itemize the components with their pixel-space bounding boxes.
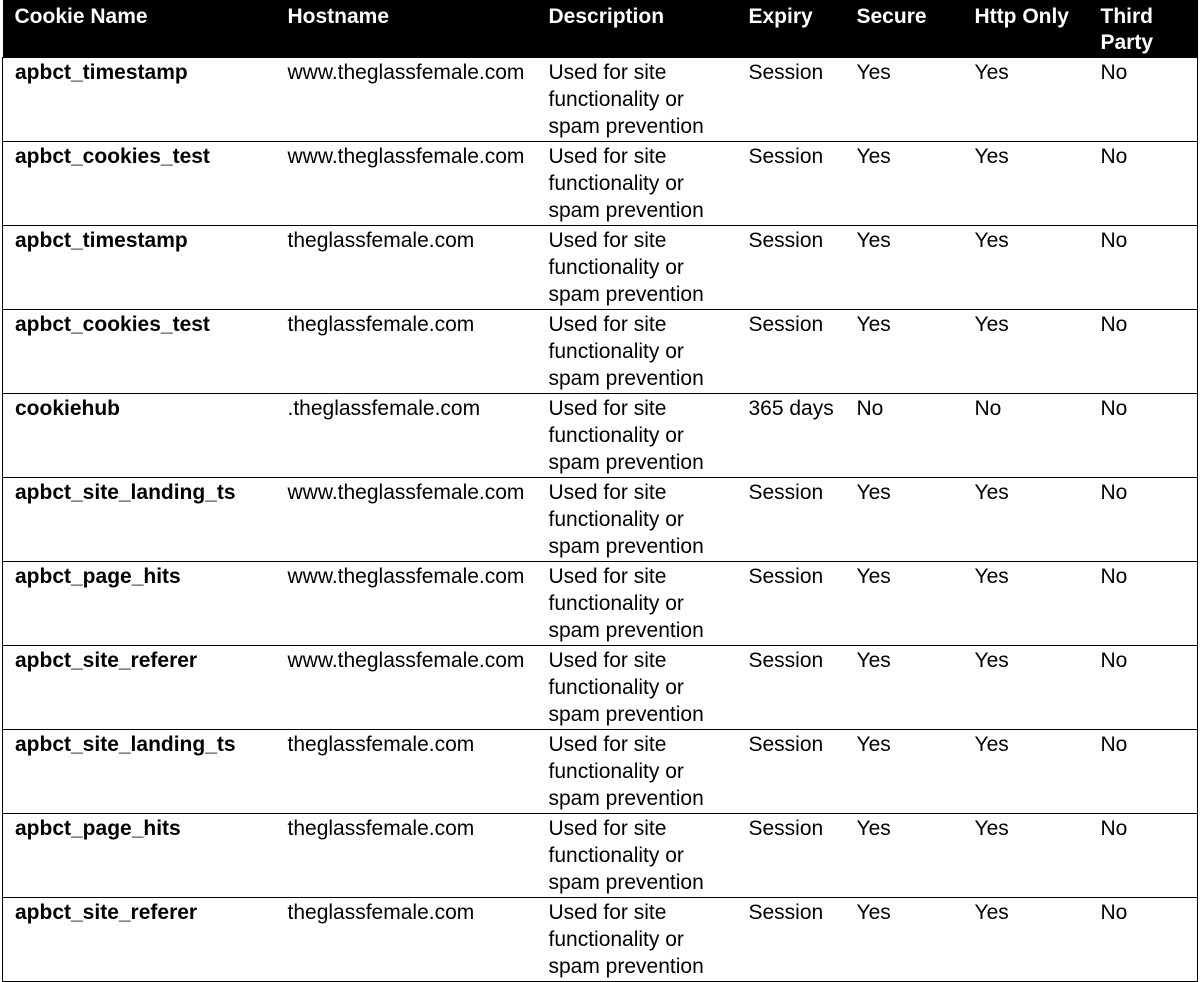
description-cell: Used for site functionality or spam prevention <box>537 729 737 813</box>
description-cell: Used for site functionality or spam prevention <box>537 813 737 897</box>
http-only-cell: Yes <box>963 225 1089 309</box>
description-cell: Used for site functionality or spam prevention <box>537 309 737 393</box>
cookie-name-cell: apbct_site_referer <box>3 645 276 729</box>
third-party-cell: No <box>1089 477 1198 561</box>
table-row <box>3 141 1198 225</box>
cookie-name-cell: apbct_site_landing_ts <box>3 477 276 561</box>
cookie-name-cell: cookiehub <box>3 393 276 477</box>
header-row <box>3 0 1198 57</box>
expiry-cell: Session <box>737 897 845 981</box>
hostname-cell: www.theglassfemale.com <box>276 477 537 561</box>
cookie-table <box>2 0 1198 982</box>
third-party-cell: No <box>1089 141 1198 225</box>
hostname-cell: www.theglassfemale.com <box>276 645 537 729</box>
table-row <box>3 561 1198 645</box>
table-row <box>3 309 1198 393</box>
expiry-cell: Session <box>737 561 845 645</box>
table-row <box>3 897 1198 981</box>
header-description: Description <box>548 5 665 28</box>
header-third-party: Third Party <box>1100 5 1154 54</box>
third-party-cell: No <box>1089 897 1198 981</box>
third-party-cell: No <box>1089 813 1198 897</box>
description-cell: Used for site functionality or spam prevention <box>537 561 737 645</box>
third-party-cell: No <box>1089 309 1198 393</box>
secure-cell: Yes <box>845 645 963 729</box>
secure-cell: Yes <box>845 141 963 225</box>
hostname-cell: www.theglassfemale.com <box>276 141 537 225</box>
table-row <box>3 57 1198 141</box>
hostname-cell: theglassfemale.com <box>276 729 537 813</box>
expiry-cell: Session <box>737 57 845 141</box>
description-cell: Used for site functionality or spam prevention <box>537 225 737 309</box>
header-expiry: Expiry <box>748 5 813 28</box>
http-only-cell: Yes <box>963 897 1089 981</box>
hostname-cell: .theglassfemale.com <box>276 393 537 477</box>
hostname-cell: theglassfemale.com <box>276 309 537 393</box>
expiry-cell: Session <box>737 309 845 393</box>
http-only-cell: Yes <box>963 309 1089 393</box>
expiry-cell: Session <box>737 813 845 897</box>
http-only-cell: Yes <box>963 57 1089 141</box>
cookie-name-cell: apbct_site_referer <box>3 897 276 981</box>
secure-cell: Yes <box>845 813 963 897</box>
header-http-only: Http Only <box>974 5 1069 28</box>
table-row <box>3 729 1198 813</box>
expiry-cell: Session <box>737 729 845 813</box>
description-cell: Used for site functionality or spam prevention <box>537 393 737 477</box>
cookie-name-cell: apbct_cookies_test <box>3 141 276 225</box>
http-only-cell: Yes <box>963 813 1089 897</box>
cookie-name-cell: apbct_page_hits <box>3 813 276 897</box>
http-only-cell: No <box>963 393 1089 477</box>
hostname-cell: www.theglassfemale.com <box>276 561 537 645</box>
table-row <box>3 645 1198 729</box>
description-cell: Used for site functionality or spam prevention <box>537 141 737 225</box>
secure-cell: No <box>845 393 963 477</box>
secure-cell: Yes <box>845 477 963 561</box>
third-party-cell: No <box>1089 393 1198 477</box>
hostname-cell: www.theglassfemale.com <box>276 57 537 141</box>
secure-cell: Yes <box>845 57 963 141</box>
cookie-name-cell: apbct_cookies_test <box>3 309 276 393</box>
hostname-cell: theglassfemale.com <box>276 225 537 309</box>
hostname-cell: theglassfemale.com <box>276 813 537 897</box>
header-secure: Secure <box>856 5 927 28</box>
table-row <box>3 225 1198 309</box>
secure-cell: Yes <box>845 729 963 813</box>
table-row <box>3 393 1198 477</box>
header-cookie-name: Cookie Name <box>14 5 148 28</box>
expiry-cell: Session <box>737 645 845 729</box>
cookie-name-cell: apbct_site_landing_ts <box>3 729 276 813</box>
description-cell: Used for site functionality or spam prevention <box>537 897 737 981</box>
expiry-cell: Session <box>737 477 845 561</box>
third-party-cell: No <box>1089 57 1198 141</box>
secure-cell: Yes <box>845 561 963 645</box>
table-body <box>3 57 1198 981</box>
hostname-cell: theglassfemale.com <box>276 897 537 981</box>
secure-cell: Yes <box>845 309 963 393</box>
third-party-cell: No <box>1089 645 1198 729</box>
description-cell: Used for site functionality or spam prevention <box>537 645 737 729</box>
http-only-cell: Yes <box>963 729 1089 813</box>
third-party-cell: No <box>1089 225 1198 309</box>
expiry-cell: Session <box>737 141 845 225</box>
header-hostname: Hostname <box>287 5 390 28</box>
cookie-name-cell: apbct_timestamp <box>3 225 276 309</box>
http-only-cell: Yes <box>963 477 1089 561</box>
third-party-cell: No <box>1089 729 1198 813</box>
cookie-name-cell: apbct_page_hits <box>3 561 276 645</box>
table-row <box>3 813 1198 897</box>
expiry-cell: 365 days <box>737 393 845 477</box>
description-cell: Used for site functionality or spam prevention <box>537 57 737 141</box>
table-row <box>3 477 1198 561</box>
secure-cell: Yes <box>845 897 963 981</box>
third-party-cell: No <box>1089 561 1198 645</box>
http-only-cell: Yes <box>963 561 1089 645</box>
cookie-name-cell: apbct_timestamp <box>3 57 276 141</box>
http-only-cell: Yes <box>963 645 1089 729</box>
http-only-cell: Yes <box>963 141 1089 225</box>
description-cell: Used for site functionality or spam prevention <box>537 477 737 561</box>
secure-cell: Yes <box>845 225 963 309</box>
expiry-cell: Session <box>737 225 845 309</box>
table-header <box>3 0 1198 57</box>
